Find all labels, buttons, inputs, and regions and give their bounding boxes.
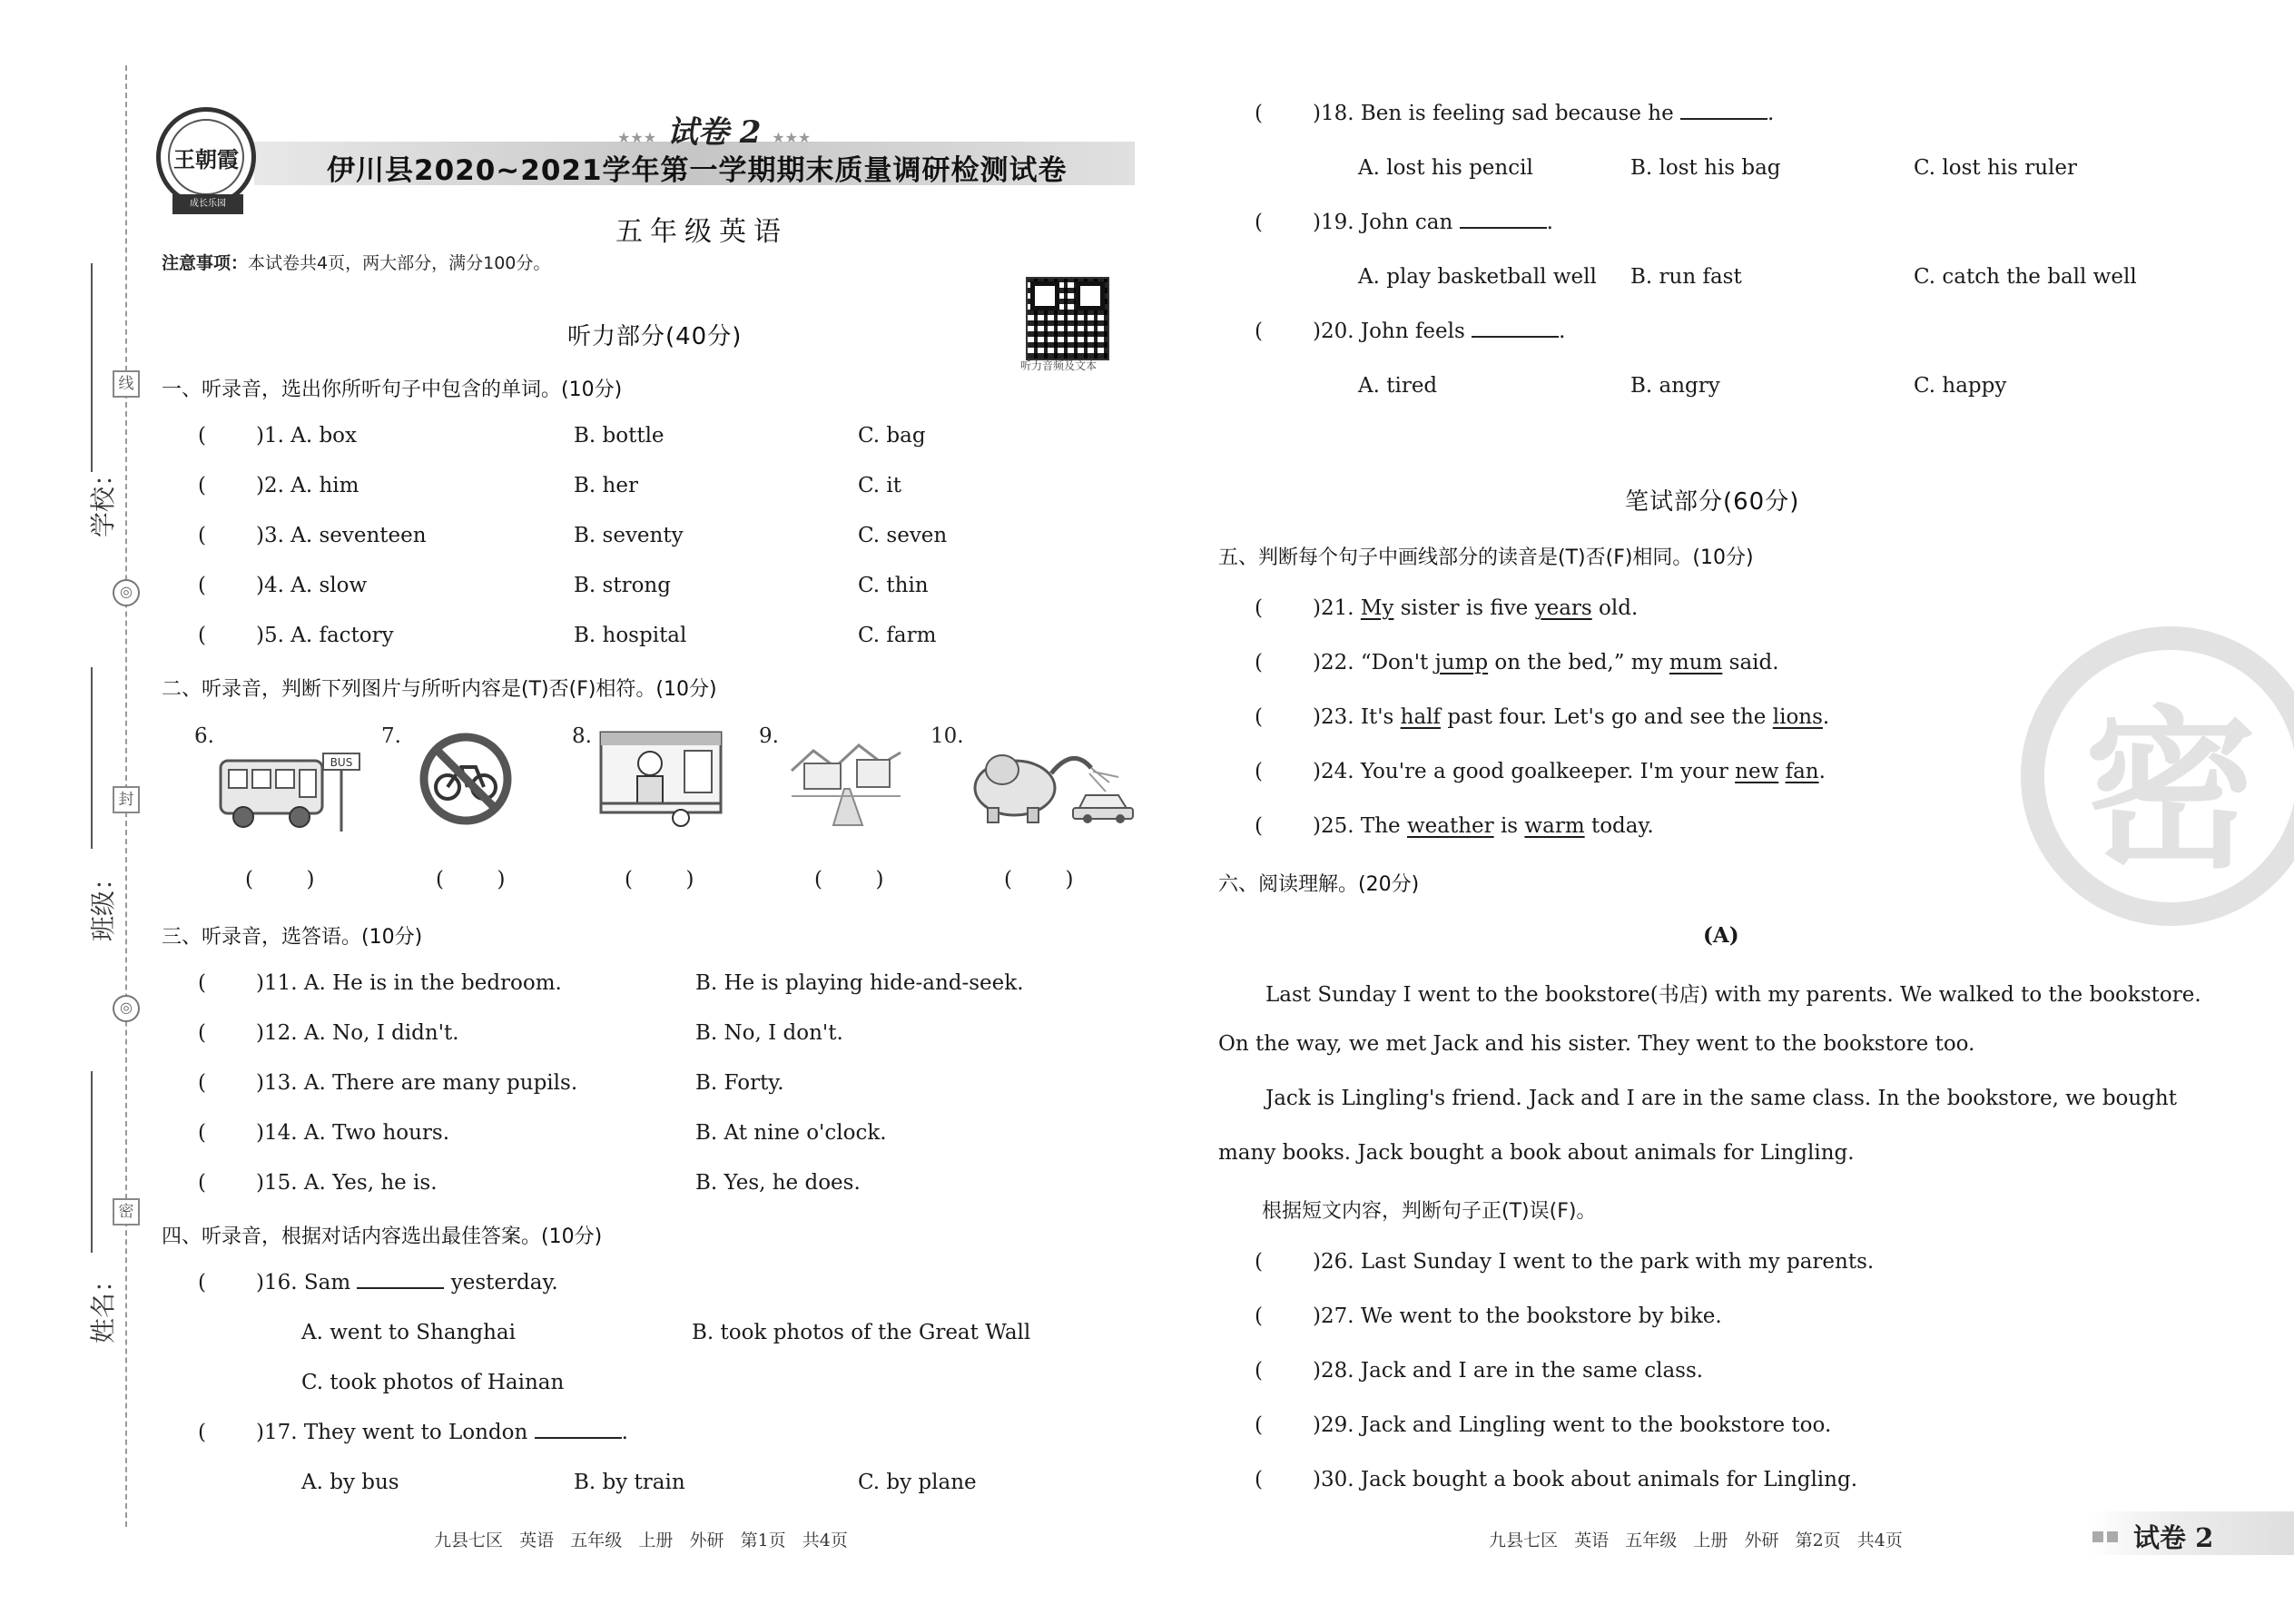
q1-option-a: )1. A. box: [256, 424, 358, 448]
exam-title: 伊川县2020~2021学年第一学期期末质量调研检测试卷: [327, 154, 1068, 187]
q10-answer-paren[interactable]: ( ): [1004, 868, 1074, 891]
q23-text: )23. It's: [1313, 705, 1401, 729]
picture-number: 6.: [194, 724, 214, 748]
footer-left: 九县七区 英语 五年级 上册 外研 第1页 共4页: [434, 1530, 848, 1550]
answer-paren[interactable]: (: [1255, 651, 1263, 674]
q21-underlined: My: [1360, 596, 1394, 620]
answer-paren[interactable]: (: [1255, 102, 1263, 125]
brand-logo-text: 王朝霞: [168, 119, 244, 195]
qr-code-icon[interactable]: [1026, 277, 1109, 360]
q18-stem: [1313, 102, 1774, 125]
star-icon: ★★★: [772, 129, 812, 146]
q2-option-b: B. her: [574, 474, 638, 497]
q14-option-b: B. At nine o'clock.: [695, 1121, 887, 1145]
q24-sentence: [1313, 760, 1826, 783]
q7-answer-paren[interactable]: ( ): [436, 868, 506, 891]
part1-heading: 一、听录音，选出你所听句子中包含的单词。(10分): [162, 379, 623, 401]
q16-blank[interactable]: [357, 1271, 444, 1289]
part4-heading: 四、听录音，根据对话内容选出最佳答案。(10分): [162, 1225, 603, 1248]
footer-right: 九县七区 英语 五年级 上册 外研 第2页 共4页: [1489, 1530, 1903, 1550]
q22-text: on the bed,” my: [1488, 651, 1669, 674]
q18-blank[interactable]: [1680, 102, 1767, 120]
class-label: 班级：: [88, 864, 119, 942]
q15-option-a: )15. A. Yes, he is.: [256, 1171, 438, 1195]
q17-option-b: B. by train: [574, 1471, 685, 1494]
q4-option-c: C. thin: [858, 574, 929, 597]
answer-paren[interactable]: (: [198, 971, 206, 995]
exam-notes: [162, 250, 550, 274]
binding-char-mid: 封: [113, 786, 140, 813]
q22-underlined: jump: [1434, 651, 1489, 674]
q6-answer-paren[interactable]: ( ): [245, 868, 315, 891]
answer-paren[interactable]: (: [198, 1071, 206, 1095]
q16-stem: [256, 1271, 558, 1294]
q13-option-b: B. Forty.: [695, 1071, 784, 1095]
class-line: [91, 667, 93, 849]
passage-para1-line2: On the way, we met Jack and his sister. They went to the bookstore too.: [1218, 1032, 1975, 1056]
answer-paren[interactable]: (: [1255, 1413, 1263, 1437]
q4-option-b: B. strong: [574, 574, 671, 597]
q22-sentence: [1313, 651, 1779, 674]
answer-paren[interactable]: (: [198, 624, 206, 647]
q24-text: )24. You're a good goalkeeper. I'm your: [1313, 760, 1736, 783]
picture-number: 7.: [381, 724, 401, 748]
girl-at-shop-icon: [597, 729, 724, 831]
q22-text: )22. “Don't: [1313, 651, 1435, 674]
name-label: 姓名：: [88, 1266, 119, 1344]
q5-option-b: B. hospital: [574, 624, 687, 647]
q25-text: )25. The: [1313, 814, 1407, 838]
q2-option-a: )2. A. him: [256, 474, 359, 497]
answer-paren[interactable]: (: [198, 1021, 206, 1045]
street-scene-icon: [788, 731, 904, 827]
q16-option-b: B. took photos of the Great Wall: [692, 1321, 1031, 1344]
q3-option-b: B. seventy: [574, 524, 684, 547]
q28-statement: )28. Jack and I are in the same class.: [1313, 1359, 1704, 1383]
bus-sign-text: BUS: [330, 756, 353, 769]
reading-instruction: 根据短文内容，判断句子正(T)误(F)。: [1262, 1200, 1597, 1223]
part6-heading: 六、阅读理解。(20分): [1218, 873, 1420, 896]
q22-text: said.: [1722, 651, 1779, 674]
q12-option-a: )12. A. No, I didn't.: [256, 1021, 459, 1045]
q16-option-c: C. took photos of Hainan: [301, 1371, 565, 1394]
q3-option-c: C. seven: [858, 524, 948, 547]
tab-squares-icon: [2092, 1529, 2122, 1546]
no-bicycle-icon: [418, 731, 514, 827]
q23-text: past four. Let's go and see the: [1441, 705, 1773, 729]
q8-answer-paren[interactable]: ( ): [625, 868, 694, 891]
exam-subject: 五年级英语: [615, 216, 788, 248]
q21-underlined: years: [1534, 596, 1592, 620]
paper-tab-text: 试卷 2: [2133, 1522, 2214, 1553]
q4-option-a: )4. A. slow: [256, 574, 368, 597]
answer-paren[interactable]: (: [1255, 814, 1263, 838]
q19-stem-post: .: [1546, 211, 1553, 234]
q16-stem-post: yesterday.: [450, 1271, 558, 1294]
paper-tag: [617, 107, 811, 152]
answer-paren[interactable]: (: [198, 1271, 206, 1294]
q11-option-a: )11. A. He is in the bedroom.: [256, 971, 562, 995]
elephant-spraying-car-icon: [964, 737, 1138, 824]
q20-stem-pre: )20. John feels: [1313, 320, 1465, 343]
picture-number: 8.: [572, 724, 592, 748]
passage-para1-line1: Last Sunday I went to the bookstore(书店) with my parents. We walked to the bookstore.: [1265, 983, 2201, 1007]
q19-option-b: B. run fast: [1630, 265, 1742, 289]
bus-icon: [216, 744, 361, 835]
school-label: 学校：: [88, 460, 119, 538]
q22-underlined: mum: [1669, 651, 1723, 674]
picture-number: 10.: [930, 724, 964, 748]
seal-watermark: 密: [2021, 626, 2294, 926]
q1-option-b: B. bottle: [574, 424, 665, 448]
q21-text: old.: [1591, 596, 1639, 620]
q25-text: is: [1493, 814, 1525, 838]
q20-option-b: B. angry: [1630, 374, 1720, 398]
q19-stem-pre: )19. John can: [1313, 211, 1453, 234]
brand-logo: [156, 107, 256, 207]
answer-paren[interactable]: (: [198, 574, 206, 597]
part3-heading: 三、听录音，选答语。(10分): [162, 926, 423, 949]
q30-statement: )30. Jack bought a book about animals for Lingling.: [1313, 1468, 1857, 1491]
binding-hole-icon: ◎: [113, 579, 140, 606]
q24-underlined: new: [1735, 760, 1779, 783]
q19-stem: [1313, 211, 1553, 234]
writing-section-title: 笔试部分(60分): [1625, 488, 1800, 516]
q19-option-a: A. play basketball well: [1358, 265, 1597, 289]
q24-text: [1778, 760, 1785, 783]
q20-option-a: A. tired: [1358, 374, 1438, 398]
q18-option-c: C. lost his ruler: [1914, 156, 2078, 180]
q26-statement: )26. Last Sunday I went to the park with my parents.: [1313, 1250, 1875, 1274]
q19-option-c: C. catch the ball well: [1914, 265, 2137, 289]
q25-sentence: [1313, 814, 1654, 838]
answer-paren[interactable]: (: [198, 1171, 206, 1195]
q13-option-a: )13. A. There are many pupils.: [256, 1071, 578, 1095]
q19-blank[interactable]: [1460, 211, 1547, 229]
answer-paren[interactable]: (: [198, 474, 206, 497]
q16-stem-pre: )16. Sam: [256, 1271, 351, 1294]
answer-paren[interactable]: (: [1255, 211, 1263, 234]
q11-option-b: B. He is playing hide-and-seek.: [695, 971, 1024, 995]
q17-stem: [256, 1421, 628, 1444]
q18-option-a: A. lost his pencil: [1358, 156, 1533, 180]
answer-paren[interactable]: (: [1255, 760, 1263, 783]
listening-section-title: 听力部分(40分): [567, 323, 743, 350]
q21-text: sister is five: [1393, 596, 1535, 620]
star-icon: ★★★: [617, 129, 657, 146]
q18-stem-post: .: [1767, 102, 1775, 125]
q23-underlined: half: [1400, 705, 1442, 729]
answer-paren[interactable]: (: [1255, 1250, 1263, 1274]
brand-logo-ribbon: 成长乐园: [172, 194, 243, 214]
q24-underlined: fan: [1785, 760, 1819, 783]
q23-sentence: [1313, 705, 1829, 729]
binding-char-bottom: 密: [113, 1198, 140, 1225]
answer-paren[interactable]: (: [198, 424, 206, 448]
q17-stem-post: .: [621, 1421, 628, 1444]
qr-caption: 听力音频及文本: [1020, 359, 1098, 372]
q20-stem-post: .: [1559, 320, 1566, 343]
q21-sentence: [1313, 596, 1638, 620]
q18-option-b: B. lost his bag: [1630, 156, 1781, 180]
picture-number: 9.: [759, 724, 779, 748]
answer-paren[interactable]: (: [1255, 1468, 1263, 1491]
answer-paren[interactable]: (: [198, 1421, 206, 1444]
part2-heading: 二、听录音，判断下列图片与所听内容是(T)否(F)相符。(10分): [162, 678, 717, 701]
q23-text: .: [1822, 705, 1830, 729]
answer-paren[interactable]: (: [1255, 320, 1263, 343]
q12-option-b: B. No, I don't.: [695, 1021, 843, 1045]
q5-option-a: )5. A. factory: [256, 624, 394, 647]
answer-paren[interactable]: (: [1255, 596, 1263, 620]
answer-paren[interactable]: (: [1255, 1359, 1263, 1383]
answer-paren[interactable]: (: [1255, 1304, 1263, 1328]
paper-tag-text: 试卷 2: [666, 114, 762, 151]
q18-stem-pre: )18. Ben is feeling sad because he: [1313, 102, 1674, 125]
q25-text: today.: [1584, 814, 1654, 838]
q16-option-a: A. went to Shanghai: [301, 1321, 516, 1344]
q17-option-c: C. by plane: [858, 1471, 977, 1494]
q20-option-c: C. happy: [1914, 374, 2007, 398]
q3-option-a: )3. A. seventeen: [256, 524, 427, 547]
answer-paren[interactable]: (: [198, 1121, 206, 1145]
passage-title: (A): [1703, 923, 1739, 948]
q17-blank[interactable]: [535, 1421, 622, 1439]
q2-option-c: C. it: [858, 474, 901, 497]
q20-stem: [1313, 320, 1565, 343]
notes-text: 本试卷共4页，两大部分，满分100分。: [248, 253, 551, 273]
q29-statement: )29. Jack and Lingling went to the bookstore too.: [1313, 1413, 1832, 1437]
answer-paren[interactable]: (: [1255, 705, 1263, 729]
q27-statement: )27. We went to the bookstore by bike.: [1313, 1304, 1722, 1328]
q9-answer-paren[interactable]: ( ): [814, 868, 884, 891]
binding-hole-icon: ◎: [113, 995, 140, 1022]
q23-underlined: lions: [1772, 705, 1823, 729]
passage-para2-line2: many books. Jack bought a book about animals for Lingling.: [1218, 1141, 1855, 1165]
notes-label: 注意事项：: [162, 253, 249, 273]
part5-heading: 五、判断每个句子中画线部分的读音是(T)否(F)相同。(10分): [1218, 546, 1754, 569]
school-line: [91, 263, 93, 472]
passage-para2-line1: Jack is Lingling's friend. Jack and I are in the same class. In the bookstore, we bought: [1265, 1087, 2177, 1110]
q25-underlined: weather: [1406, 814, 1494, 838]
q5-option-c: C. farm: [858, 624, 937, 647]
q20-blank[interactable]: [1472, 320, 1559, 338]
q24-text: .: [1818, 760, 1826, 783]
q17-option-a: A. by bus: [301, 1471, 399, 1494]
answer-paren[interactable]: (: [198, 524, 206, 547]
name-line: [91, 1071, 93, 1253]
q1-option-c: C. bag: [858, 424, 926, 448]
q17-stem-pre: )17. They went to London: [256, 1421, 528, 1444]
q15-option-b: B. Yes, he does.: [695, 1171, 861, 1195]
q14-option-a: )14. A. Two hours.: [256, 1121, 450, 1145]
q21-text: )21.: [1313, 596, 1361, 620]
q25-underlined: warm: [1524, 814, 1585, 838]
binding-char-top: 线: [113, 370, 140, 398]
